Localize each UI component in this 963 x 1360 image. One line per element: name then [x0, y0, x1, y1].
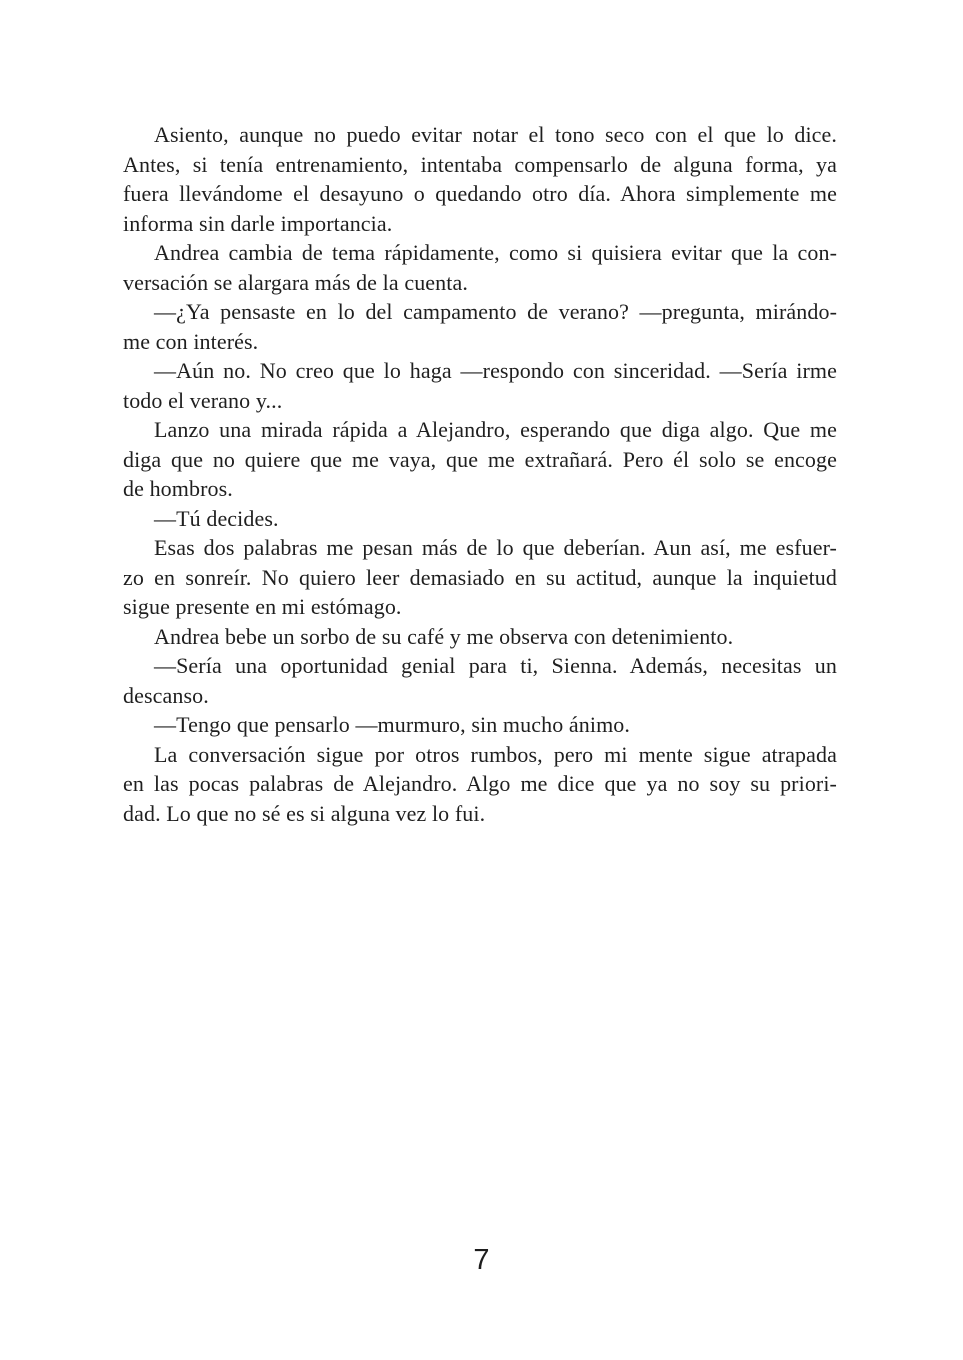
text-line: sigue presente en mi estómago. [123, 594, 402, 619]
text-line: en las pocas palabras de Alejandro. Algo me dice que ya no soy su priori- [123, 771, 837, 796]
text-line: dad. Lo que no sé es si alguna vez lo fui. [123, 800, 486, 826]
text-line: me con interés. [123, 328, 259, 354]
page-number: 7 [473, 1244, 490, 1276]
paragraph [123, 356, 837, 415]
text-line: descanso. [123, 682, 209, 708]
text-line: Lanzo una mirada rápida a Alejandro, esperando que diga algo. Que me [154, 417, 837, 442]
paragraph [123, 622, 837, 652]
paragraph [123, 120, 837, 238]
text-line: zo en sonreír. No quiero leer demasiado en su actitud, aunque la inquietud [123, 564, 837, 590]
paragraph [123, 415, 837, 504]
text-line: —¿Ya pensaste en lo del campamento de verano? —pregunta, mirándo- [154, 299, 837, 324]
text-line: —Tengo que pensarlo —murmuro, sin mucho ánimo. [154, 712, 630, 737]
text-line: La conversación sigue por otros rumbos, pero mi mente sigue atrapada [154, 741, 837, 767]
text-line: informa sin darle importancia. [123, 210, 393, 236]
page-text-block [123, 120, 837, 828]
paragraph [123, 651, 837, 710]
text-line: Andrea cambia de tema rápidamente, como si quisiera evitar que la con- [154, 240, 837, 265]
text-line: Esas dos palabras me pesan más de lo que deberían. Aun así, me esfuer- [154, 535, 837, 560]
paragraph [123, 504, 837, 534]
text-line: de hombros. [123, 476, 233, 501]
text-line: Asiento, aunque no puedo evitar notar el tono seco con el que lo dice. [154, 122, 837, 147]
text-line: todo el verano y... [123, 387, 283, 413]
paragraph [123, 740, 837, 829]
text-line: Andrea bebe un sorbo de su café y me observa con detenimiento. [154, 623, 734, 649]
text-line: —Aún no. No creo que lo haga —respondo con sinceridad. —Sería irme [154, 358, 837, 383]
text-line: —Tú decides. [154, 505, 279, 531]
text-line: Antes, si tenía entrenamiento, intentaba compensarlo de alguna forma, ya [123, 151, 837, 177]
text-line: diga que no quiere que me vaya, que me extrañará. Pero él solo se encoge [123, 446, 837, 472]
text-line: fuera llevándome el desayuno o quedando otro día. Ahora simplemente me [123, 181, 837, 206]
paragraph [123, 710, 837, 740]
paragraph [123, 238, 837, 297]
paragraph [123, 533, 837, 622]
text-line: versación se alargara más de la cuenta. [123, 269, 468, 295]
paragraph [123, 297, 837, 356]
text-line: —Sería una oportunidad genial para ti, Sienna. Además, necesitas un [154, 653, 837, 678]
